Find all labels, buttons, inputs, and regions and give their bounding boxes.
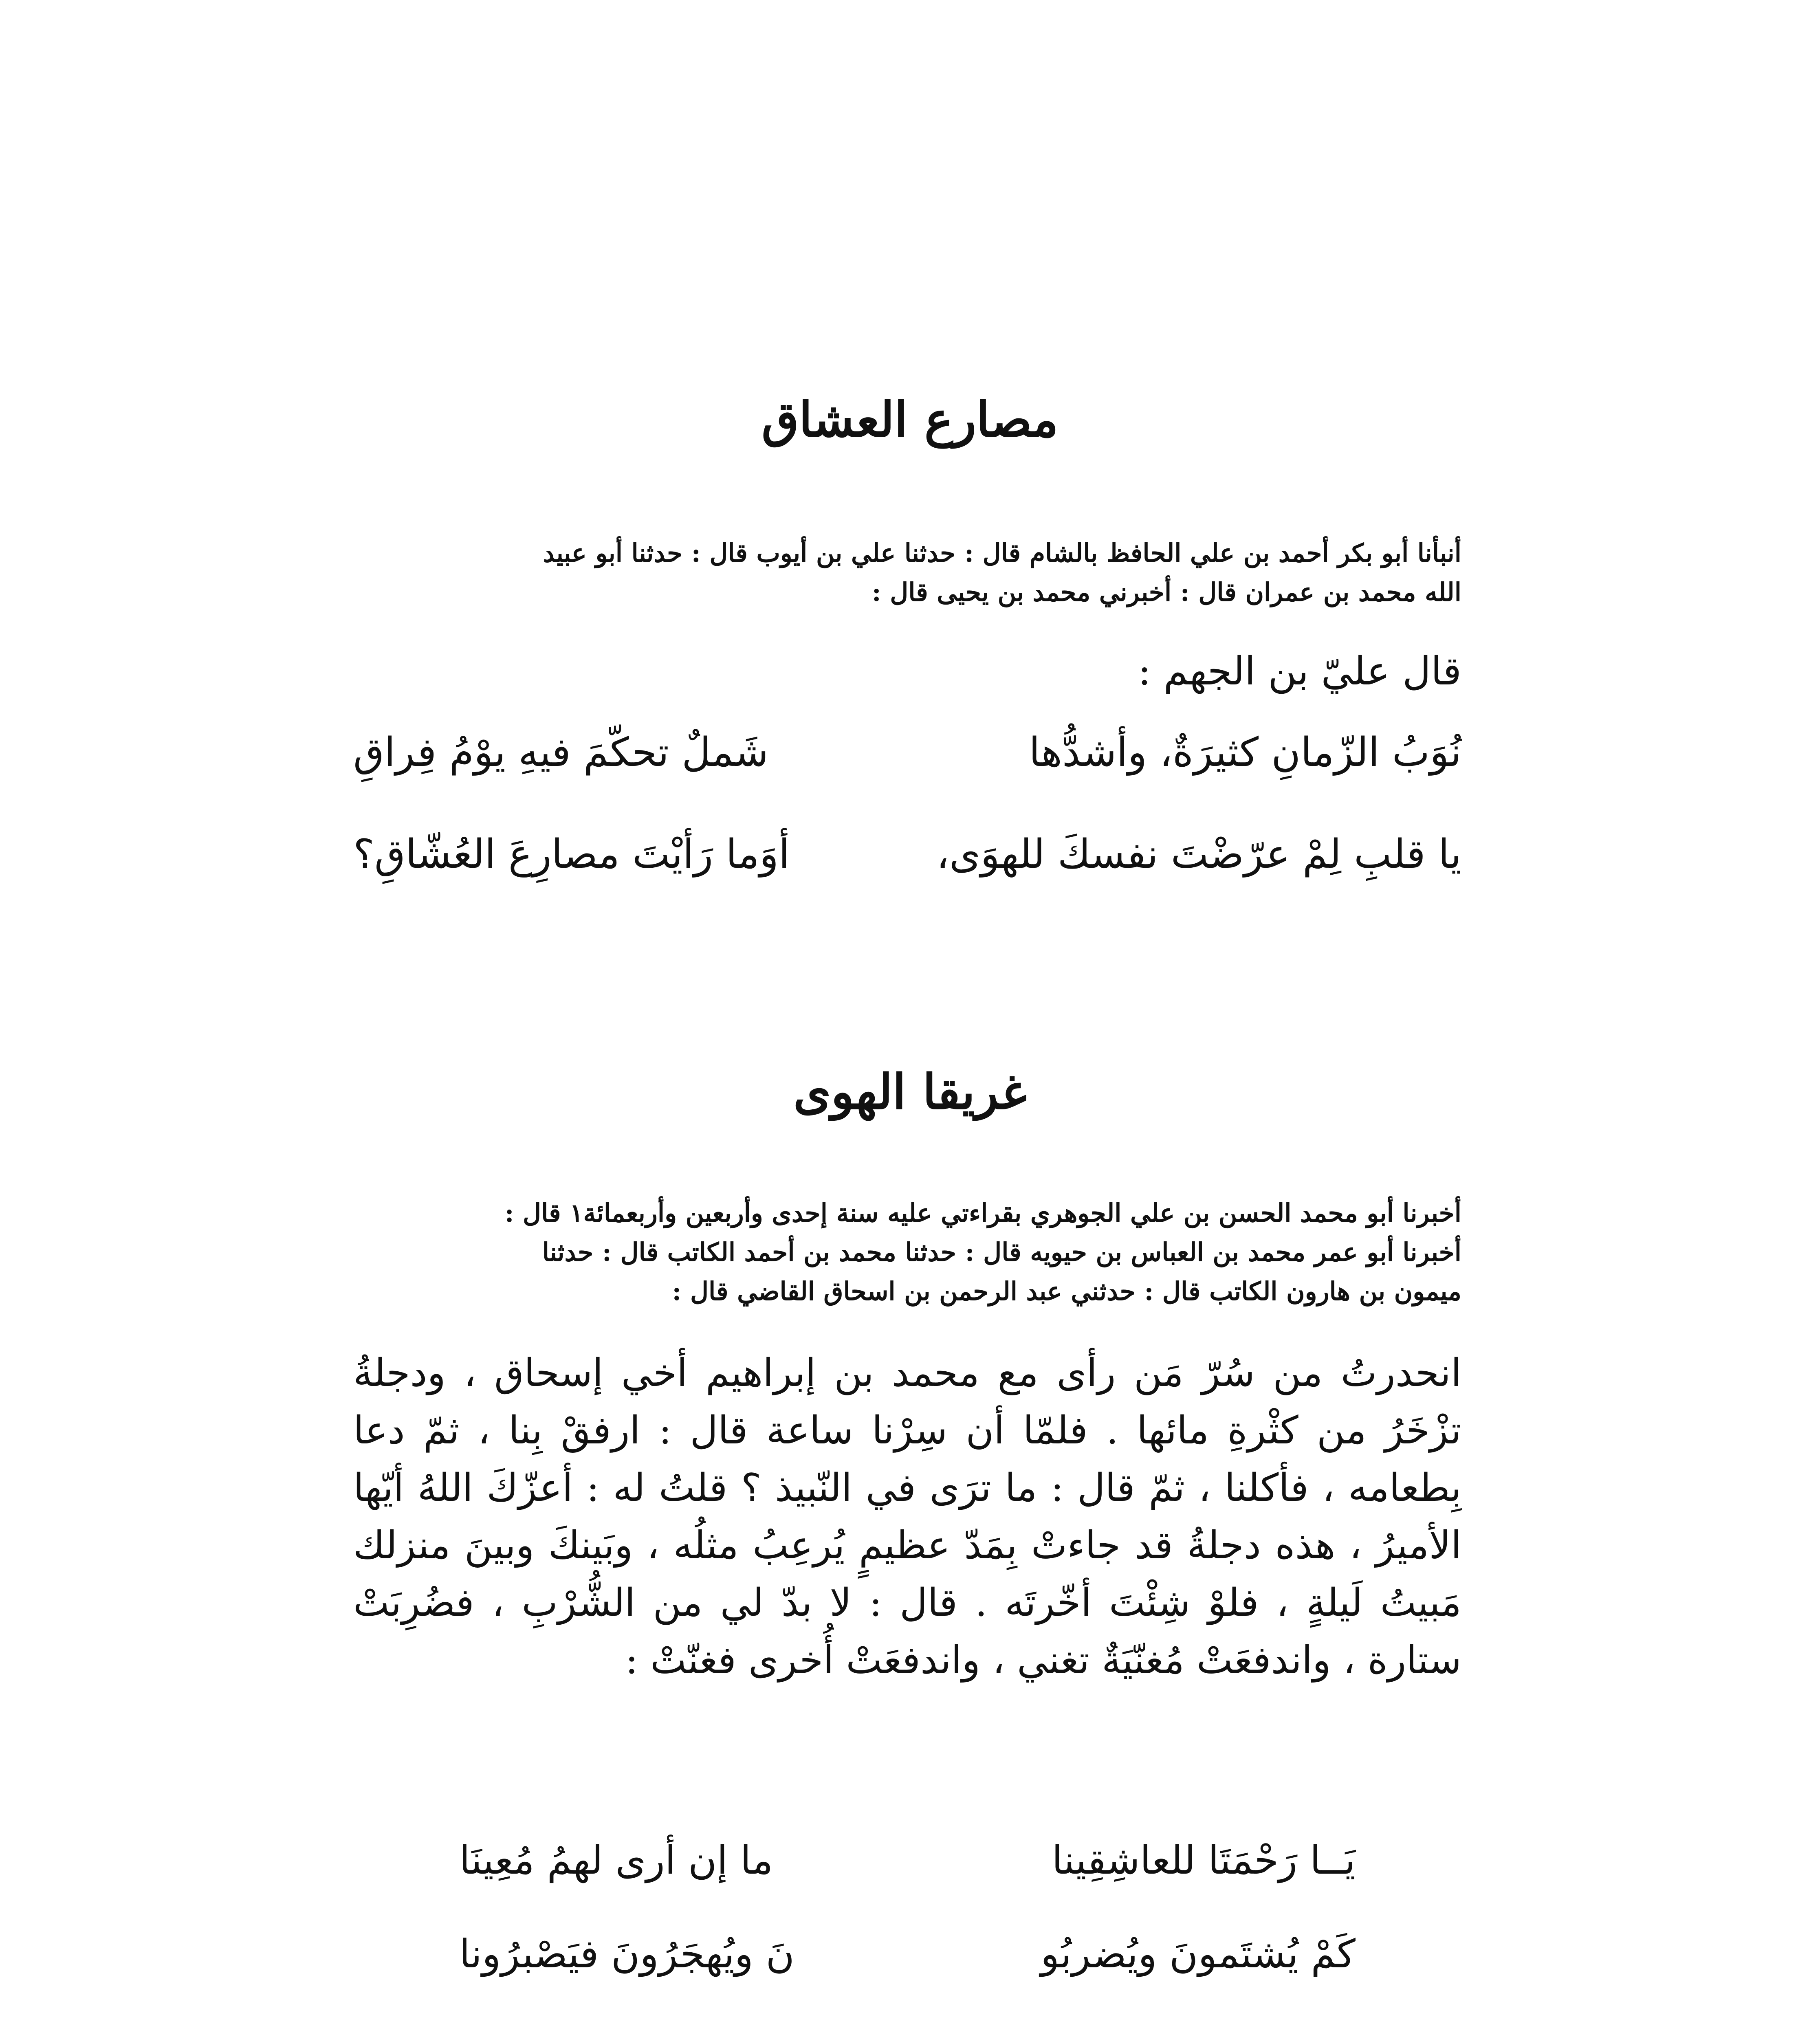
narrative-paragraph: انحدرتُ من سُرّ مَن رأى مع محمد بن إبراهيم أخي إسحاق ، ودجلةُ تزْخَرُ من كثْرةِ مائها . فلمّا أن سِرْنا ساعة قال : ارفقْ بِنا ، ثمّ دعا بِطعامه ، فأكلنا ، ثمّ قال : ما ترَى في النّبيذ ؟ قلتُ له : أعزّكَ اللهُ أيّها الأميرُ ، هذه دجلةُ قد جاءتْ بِمَدّ عظيمٍ يُرعِبُ مثلُه ، وبَينكَ وبينَ منزلك مَبيتُ لَيلةٍ ، فلوْ شِئْتَ أخّرتَه . قال : لا بدّ لي من الشُّرْبِ ، فضُرِبَتْ ستارة ، واندفعَتْ مُغنّيَةٌ تغني ، واندفعَتْ أُخرى فغنّتْ : — [353, 1351, 1461, 1683]
verse-second-hemistich: أوَما رَأيْتَ مصارِعَ العُشّاقِ؟ — [353, 831, 790, 878]
poem-second-hemistich: نَ ويُهجَرُونَ فيَصْبرُونا — [459, 1931, 795, 1977]
isnad-line: أخبرنا أبو محمد الحسن بن علي الجوهري بقراءتي عليه سنة إحدى وأربعين وأربعمائة١ قال : — [504, 1198, 1461, 1228]
verse-second-hemistich: شَملٌ تحكّمَ فيهِ يوْمُ فِراقِ — [353, 729, 769, 776]
isnad-block-1 — [353, 534, 1461, 612]
poem-line — [459, 1837, 1356, 1894]
isnad-line: أخبرنا أبو عمر محمد بن العباس بن حيويه قال : حدثنا محمد بن أحمد الكاتب قال : حدثنا — [542, 1237, 1461, 1267]
poem-first-hemistich: يَــا رَحْمَتَا للعاشِقِينا — [1052, 1837, 1356, 1883]
verse-first-hemistich: نُوَبُ الزّمانِ كثيرَةٌ، وأشدُّها — [1029, 729, 1461, 776]
poem-first-hemistich: كَمْ يُشتَمونَ ويُضربُو — [1040, 1931, 1356, 1977]
section-title-ghariqa-al-hawa: غريقا الهوى — [793, 1063, 1027, 1120]
poem-line — [459, 1931, 1356, 1988]
section-title-masari-al-ushshaq: مصارع العشاق — [761, 391, 1059, 448]
isnad-line: الله محمد بن عمران قال : أخبرني محمد بن يحيى قال : — [871, 577, 1461, 607]
isnad-line: ميمون بن هارون الكاتب قال : حدثني عبد الرحمن بن اسحاق القاضي قال : — [672, 1276, 1461, 1307]
verse-first-hemistich: يا قلبِ لِمْ عرّضْتَ نفسكَ للهوَى، — [936, 831, 1461, 878]
isnad-line: أنبأنا أبو بكر أحمد بن علي الحافظ بالشام قال : حدثنا علي بن أيوب قال : حدثنا أبو عبيد — [543, 538, 1461, 568]
verse-line — [353, 831, 1461, 892]
poem-second-hemistich: ما إن أرى لهمُ مُعِينَا — [459, 1837, 773, 1883]
isnad-block-2 — [353, 1194, 1461, 1311]
poem-intro: قال عليّ بن الجهم : — [1138, 648, 1461, 694]
verse-line — [353, 729, 1461, 790]
